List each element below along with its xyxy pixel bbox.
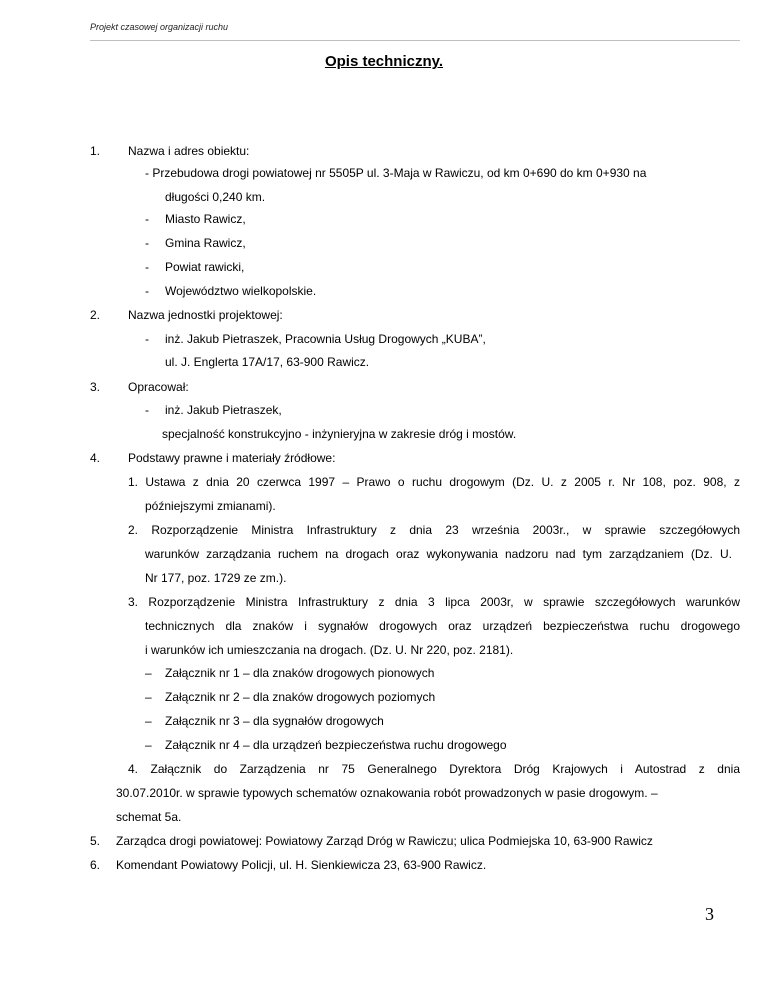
list-item: Województwo wielkopolskie. xyxy=(165,284,317,298)
legal-reference-line: i warunków ich umieszczania na drogach. (Dz. U. Nr 220, poz. 2181). xyxy=(145,643,514,657)
page-title: Opis techniczny. xyxy=(324,53,444,70)
section-number: 3. xyxy=(90,380,101,394)
legal-reference-line: późniejszymi zmianami). xyxy=(145,499,276,513)
legal-reference-line: 1. Ustawa z dnia 20 czerwca 1997 – Prawo o ruchu drogowym (Dz. U. z 2005 r. Nr 108, poz. 908, z xyxy=(128,475,740,489)
bullet-dash: – xyxy=(145,738,152,752)
section-number: 1. xyxy=(90,144,101,158)
text-line: ul. J. Englerta 17A/17, 63-900 Rawicz. xyxy=(165,355,370,369)
bullet-dash: - xyxy=(145,212,149,226)
legal-reference-line: 3. Rozporządzenie Ministra Infrastruktury z dnia 3 lipca 2003r, w sprawie szczegółowych warunków xyxy=(128,595,740,609)
legal-reference-line: technicznych dla znaków i sygnałów drogowych oraz urządzeń bezpieczeństwa ruchu drogowego xyxy=(145,619,740,633)
section-heading: Nazwa jednostki projektowej: xyxy=(128,308,283,322)
bullet-dash: - xyxy=(145,236,149,250)
legal-reference-line: schemat 5a. xyxy=(116,810,182,824)
legal-reference-line: 2. Rozporządzenie Ministra Infrastruktury z dnia 23 września 2003r., w sprawie szczegółowych xyxy=(128,523,740,537)
bullet-dash: – xyxy=(145,690,152,704)
text-line: - Przebudowa drogi powiatowej nr 5505P ul. 3-Maja w Rawiczu, od km 0+690 do km 0+930 na xyxy=(145,166,647,180)
section-number: 5. xyxy=(90,834,101,848)
bullet-dash: - xyxy=(145,403,149,417)
annex-item: Załącznik nr 2 – dla znaków drogowych poziomych xyxy=(165,690,436,704)
legal-reference-line: warunków zarządzania ruchem na drogach oraz wykonywania nadzoru nad tym zarządzaniem (Dz. U. xyxy=(145,547,732,561)
section-heading: Zarządca drogi powiatowej: Powiatowy Zarząd Dróg w Rawiczu; ulica Podmiejska 10, 63-900 Rawicz xyxy=(116,834,653,848)
bullet-dash: - xyxy=(145,284,149,298)
header-rule xyxy=(90,40,740,41)
page-number: 3 xyxy=(705,904,714,924)
section-number: 4. xyxy=(90,451,101,465)
section-heading: Podstawy prawne i materiały źródłowe: xyxy=(128,451,336,465)
section-heading: Opracował: xyxy=(128,380,189,394)
text-line: inż. Jakub Pietraszek, xyxy=(165,403,282,417)
annex-item: Załącznik nr 4 – dla urządzeń bezpieczeństwa ruchu drogowego xyxy=(165,738,507,752)
text-line: inż. Jakub Pietraszek, Pracownia Usług Drogowych „KUBA”, xyxy=(165,332,486,346)
list-item: Miasto Rawicz, xyxy=(165,212,246,226)
bullet-dash: – xyxy=(145,666,152,680)
legal-reference-line: 4. Załącznik do Zarządzenia nr 75 Generalnego Dyrektora Dróg Krajowych i Autostrad z dnia xyxy=(128,762,740,776)
annex-item: Załącznik nr 1 – dla znaków drogowych pionowych xyxy=(165,666,435,680)
annex-item: Załącznik nr 3 – dla sygnałów drogowych xyxy=(165,714,384,728)
section-number: 6. xyxy=(90,858,101,872)
list-item: Powiat rawicki, xyxy=(165,260,245,274)
bullet-dash: - xyxy=(145,332,149,346)
section-heading: Komendant Powiatowy Policji, ul. H. Sienkiewicza 23, 63-900 Rawicz. xyxy=(116,858,487,872)
legal-reference-line: 30.07.2010r. w sprawie typowych schematów oznakowania robót prowadzonych w pasie drogowym. – xyxy=(116,786,658,800)
section-heading: Nazwa i adres obiektu: xyxy=(128,144,250,158)
legal-reference-line: Nr 177, poz. 1729 ze zm.). xyxy=(145,571,287,585)
list-item: Gmina Rawicz, xyxy=(165,236,246,250)
section-number: 2. xyxy=(90,308,101,322)
text-line: długości 0,240 km. xyxy=(165,190,266,204)
bullet-dash: - xyxy=(145,260,149,274)
text-line: specjalność konstrukcyjno - inżynieryjna w zakresie dróg i mostów. xyxy=(162,427,517,441)
bullet-dash: – xyxy=(145,714,152,728)
running-header: Projekt czasowej organizacji ruchu xyxy=(90,22,229,32)
